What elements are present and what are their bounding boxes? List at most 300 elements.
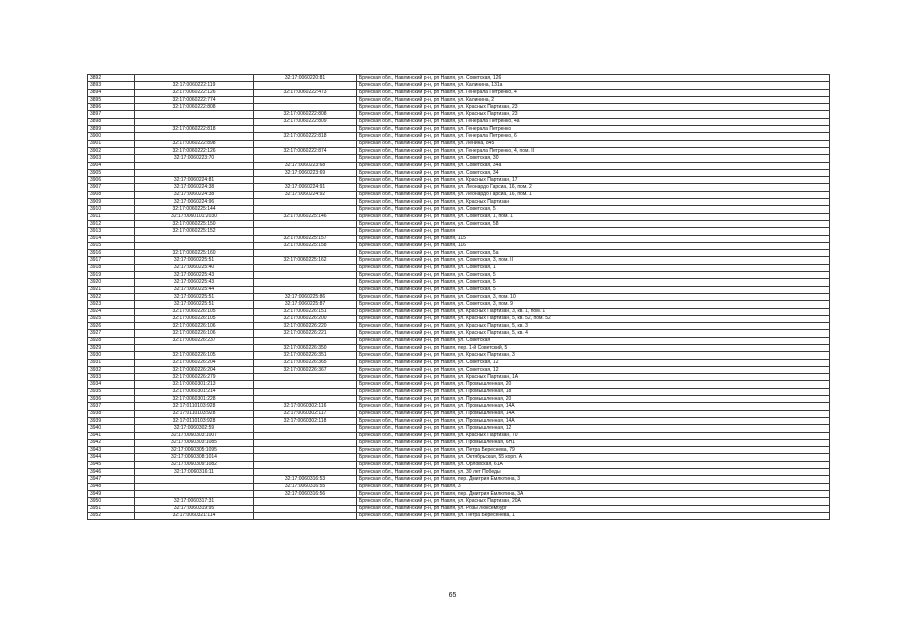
cadastral-number-cell: 32:17:0060222:808 [254,111,357,118]
table-row [88,75,830,82]
previous-cadastral-number-cell: 32:17:0060225:51 [135,257,254,264]
address-cell: Брянская обл., Навлинский р-н, рп Навля, ул. Советская, 5 [357,286,830,293]
address-cell: Брянская обл., Навлинский р-н, рп Навля, ул. Петра Береснева, 79 [357,447,830,454]
row-number-cell: 3951 [88,505,135,512]
previous-cadastral-number-cell: 32:17:0060319:95 [135,505,254,512]
previous-cadastral-number-cell: 32:17:0060225:51 [135,301,254,308]
address-cell: Брянская обл., Навлинский р-н, рп Навля, ул. Промышленная, 14А [357,403,830,410]
row-number-cell: 3902 [88,147,135,154]
cadastral-number-cell: 32:17:0060224:92 [254,191,357,198]
row-number-cell: 3942 [88,439,135,446]
cadastral-number-cell: 32:17:0060226:365 [254,359,357,366]
previous-cadastral-number-cell: 32:17:0060303:1085 [135,439,254,446]
cadastral-number-cell: 32:17:0060226:151 [254,308,357,315]
address-cell: Брянская обл., Навлинский р-н, рп Навля, ул. Советская, 12 [357,366,830,373]
address-cell: Брянская обл., Навлинский р-н, рп Навля, ул. Советская, 12 [357,359,830,366]
table-row [88,184,830,191]
cadastral-number-cell [254,374,357,381]
address-cell: Брянская обл., Навлинский р-н, рп Навля, ул. Красных Партизан, 3, кв. 1, пом. 1 [357,308,830,315]
cadastral-number-cell [254,447,357,454]
table-row [88,417,830,424]
table-row [88,308,830,315]
table-row [88,82,830,89]
row-number-cell: 3911 [88,213,135,220]
address-cell: Брянская обл., Навлинский р-н, рп Навля, ул. Красных Партизан, 3 [357,352,830,359]
table-row [88,396,830,403]
cadastral-number-cell: 32:17:0060302:118 [254,417,357,424]
row-number-cell: 3922 [88,293,135,300]
previous-cadastral-number-cell: 32:17:0060226:237 [135,337,254,344]
row-number-cell: 3900 [88,133,135,140]
address-cell: Брянская обл., Навлинский р-н, рп Навля, ул. Промышленная, 14А [357,417,830,424]
address-cell: Брянская обл., Навлинский р-н, рп Навля, ул. Красных Партизан, 17 [357,177,830,184]
cadastral-number-cell: 32:17:0060226:350 [254,344,357,351]
cadastral-number-cell [254,104,357,111]
previous-cadastral-number-cell: 32:17:0060316:11 [135,469,254,476]
cadastral-number-cell: 32:17:0060223:69 [254,169,357,176]
table-row [88,469,830,476]
row-number-cell: 3910 [88,206,135,213]
previous-cadastral-number-cell: 32:17:0060317:31 [135,498,254,505]
row-number-cell: 3921 [88,286,135,293]
table-row [88,410,830,417]
row-number-cell: 3924 [88,308,135,315]
row-number-cell: 3948 [88,483,135,490]
previous-cadastral-number-cell: 32:17:0060226:204 [135,359,254,366]
cadastral-number-cell [254,250,357,257]
address-cell: Брянская обл., Навлинский р-н, рп Навля, ул. Промышленная, 6Н1 [357,439,830,446]
previous-cadastral-number-cell: 32:17:0060222:818 [135,126,254,133]
row-number-cell: 3945 [88,461,135,468]
previous-cadastral-number-cell: 32:17:0060225:40 [135,264,254,271]
table-row [88,104,830,111]
row-number-cell: 3939 [88,417,135,424]
address-cell: Брянская обл., Навлинский р-н, рп Навля, пер. Дмитрия Емлютина, 3А [357,490,830,497]
previous-cadastral-number-cell: 32:17:0060225:144 [135,206,254,213]
table-row [88,133,830,140]
row-number-cell: 3950 [88,498,135,505]
cadastral-number-cell [254,286,357,293]
address-cell: Брянская обл., Навлинский р-н, рп Навля, ул. Красных Партизан, 1А [357,374,830,381]
address-cell: Брянская обл., Навлинский р-н, рп Навля, пер. Дмитрия Емлютина, 3 [357,476,830,483]
previous-cadastral-number-cell: 32:17:0060308:1014 [135,454,254,461]
cadastral-number-cell [254,220,357,227]
previous-cadastral-number-cell: 32:17:0060226:106 [135,323,254,330]
cadastral-number-cell: 32:17:0060316:53 [254,476,357,483]
table-row [88,264,830,271]
table-row [88,454,830,461]
address-cell: Брянская обл., Навлинский р-н, рп Навля, ул. Розы Люксембург [357,505,830,512]
address-cell: Брянская обл., Навлинский р-н, рп Навля, ул. Генерала Петренко, 4 [357,89,830,96]
row-number-cell: 3925 [88,315,135,322]
table-row [88,228,830,235]
row-number-cell: 3894 [88,89,135,96]
previous-cadastral-number-cell: 32:17:0060226:105 [135,352,254,359]
row-number-cell: 3934 [88,381,135,388]
address-cell: Брянская обл., Навлинский р-н, рп Навля, ул. Красных Партизан, 20А [357,498,830,505]
previous-cadastral-number-cell [135,133,254,140]
table-row [88,155,830,162]
cadastral-number-cell [254,432,357,439]
previous-cadastral-number-cell: 32:17:0060225:43 [135,279,254,286]
address-cell: Брянская обл., Навлинский р-н, рп Навля, ул. Промышленная, 18 [357,388,830,395]
table-row [88,352,830,359]
cadastral-number-cell [254,461,357,468]
row-number-cell: 3918 [88,264,135,271]
address-cell: Брянская обл., Навлинский р-н, рп Навля, ул. Советская, 34а [357,162,830,169]
address-cell: Брянская обл., Навлинский р-н, рп Навля, ул. Промышленная, 12 [357,425,830,432]
previous-cadastral-number-cell: 32:17:0060225:152 [135,228,254,235]
previous-cadastral-number-cell: 32:17:0110103:928 [135,403,254,410]
address-cell: Брянская обл., Навлинский р-н, рп Навля, 115 [357,235,830,242]
row-number-cell: 3919 [88,272,135,279]
cadastral-number-cell [254,177,357,184]
previous-cadastral-number-cell: 32:17:0060226:106 [135,330,254,337]
address-cell: Брянская обл., Навлинский р-н, рп Навля, ул. Генерала Петренко, 6 [357,133,830,140]
address-cell: Брянская обл., Навлинский р-н, рп Навля, ул. Леонардо Гарсиа, 16, пом. 1 [357,191,830,198]
address-cell: Брянская обл., Навлинский р-н, рп Навля, ул. Красных Партизан, 70 [357,432,830,439]
previous-cadastral-number-cell: 32:17:0060222:126 [135,89,254,96]
table-row [88,89,830,96]
previous-cadastral-number-cell: 32:17:0060305:1095 [135,447,254,454]
cadastral-number-cell [254,272,357,279]
table-row [88,206,830,213]
cadastral-number-cell: 32:17:0060225:157 [254,235,357,242]
previous-cadastral-number-cell [135,75,254,82]
table-row [88,177,830,184]
cadastral-number-cell: 32:17:0060316:55 [254,483,357,490]
table-row [88,330,830,337]
row-number-cell: 3941 [88,432,135,439]
address-cell: Брянская обл., Навлинский р-н, рп Навля [357,228,830,235]
cadastral-number-cell: 32:17:0060225:87 [254,301,357,308]
cadastral-number-cell [254,264,357,271]
page-number: 65 [448,592,457,599]
row-number-cell: 3931 [88,359,135,366]
table-row [88,461,830,468]
address-cell: Брянская обл., Навлинский р-н, рп Навля, ул. Промышленная, 20 [357,381,830,388]
address-cell: Брянская обл., Навлинский р-н, рп Навля, ул. Советская, 1, пом. 1 [357,213,830,220]
table-row [88,111,830,118]
table-row [88,505,830,512]
cadastral-number-cell: 32:17:0060226:200 [254,315,357,322]
previous-cadastral-number-cell [135,235,254,242]
address-cell: Брянская обл., Навлинский р-н, рп Навля, ул. Орловская, 61А [357,461,830,468]
table-row [88,272,830,279]
table-row [88,359,830,366]
row-number-cell: 3936 [88,396,135,403]
previous-cadastral-number-cell: 32:17:0060226:105 [135,315,254,322]
previous-cadastral-number-cell: 32:17:0060224:38 [135,184,254,191]
previous-cadastral-number-cell: 32:17:0060225:150 [135,220,254,227]
cadastral-number-cell: 32:17:0060226:351 [254,352,357,359]
previous-cadastral-number-cell: 32:17:0060224:81 [135,177,254,184]
cadastral-number-cell: 32:17:0060226:367 [254,366,357,373]
table-row [88,366,830,373]
table-row [88,476,830,483]
cadastral-number-cell: 32:17:0060226:220 [254,323,357,330]
previous-cadastral-number-cell: 32:17:0060302:59 [135,425,254,432]
cadastral-number-cell: 32:17:0060226:221 [254,330,357,337]
previous-cadastral-number-cell [135,111,254,118]
previous-cadastral-number-cell: 32:17:0060225:160 [135,250,254,257]
previous-cadastral-number-cell: 32:17:0060303:1007 [135,432,254,439]
row-number-cell: 3947 [88,476,135,483]
table-row [88,96,830,103]
cadastral-number-cell [254,155,357,162]
row-number-cell: 3949 [88,490,135,497]
row-number-cell: 3899 [88,126,135,133]
previous-cadastral-number-cell: 32:17:0060226:105 [135,308,254,315]
previous-cadastral-number-cell: 32:17:0060222:898 [135,140,254,147]
cadastral-table [87,74,830,520]
table-row [88,213,830,220]
table-row [88,388,830,395]
cadastral-number-cell [254,206,357,213]
row-number-cell: 3928 [88,337,135,344]
table-row [88,432,830,439]
table-row [88,162,830,169]
row-number-cell: 3912 [88,220,135,227]
previous-cadastral-number-cell: 32:17:0060226:204 [135,366,254,373]
address-cell: Брянская обл., Навлинский р-н, рп Навля, ул. Красных Партизан, 5, кв. 3 [357,323,830,330]
address-cell: Брянская обл., Навлинский р-н, рп Навля, 3 [357,483,830,490]
previous-cadastral-number-cell: 32:17:0060222:774 [135,96,254,103]
table-row [88,344,830,351]
address-cell: Брянская обл., Навлинский р-н, рп Навля, ул. Леонардо Гарсиа, 16, пом. 2 [357,184,830,191]
row-number-cell: 3895 [88,96,135,103]
row-number-cell: 3915 [88,242,135,249]
address-cell: Брянская обл., Навлинский р-н, рп Навля, 116 [357,242,830,249]
address-cell: Брянская обл., Навлинский р-н, рп Навля, ул. Советская, 5 [357,279,830,286]
cadastral-number-cell: 32:17:0060223:68 [254,162,357,169]
row-number-cell: 3913 [88,228,135,235]
table-row [88,191,830,198]
previous-cadastral-number-cell: 32:17:0060301:214 [135,388,254,395]
row-number-cell: 3914 [88,235,135,242]
table-row [88,337,830,344]
previous-cadastral-number-cell [135,162,254,169]
table-row [88,169,830,176]
table-row [88,447,830,454]
address-cell: Брянская обл., Навлинский р-н, рп Навля, ул. Генерала Петренко, 4а [357,118,830,125]
table-row [88,403,830,410]
row-number-cell: 3916 [88,250,135,257]
cadastral-number-cell [254,439,357,446]
address-cell: Брянская обл., Навлинский р-н, рп Навля, ул. Красных Партизан, 23 [357,111,830,118]
row-number-cell: 3907 [88,184,135,191]
cadastral-number-cell [254,337,357,344]
cadastral-number-cell [254,279,357,286]
cadastral-number-cell: 32:17:0060222:818 [254,133,357,140]
cadastral-number-cell: 32:17:0060222:809 [254,118,357,125]
previous-cadastral-number-cell: 32:17:0060226:279 [135,374,254,381]
previous-cadastral-number-cell [135,476,254,483]
previous-cadastral-number-cell: 32:17:0060321:114 [135,512,254,519]
cadastral-number-cell: 32:17:0060224:91 [254,184,357,191]
table-row [88,279,830,286]
previous-cadastral-number-cell: 32:17:0060101:2030 [135,213,254,220]
row-number-cell: 3935 [88,388,135,395]
previous-cadastral-number-cell: 32:17:0060309:1082 [135,461,254,468]
table-row [88,126,830,133]
table-row [88,483,830,490]
previous-cadastral-number-cell: 32:17:0060225:44 [135,286,254,293]
address-cell: Брянская обл., Навлинский р-н, рп Навля, ул. Советская, 58 [357,220,830,227]
address-cell: Брянская обл., Навлинский р-н, рп Навля, ул. Калинина, 131а [357,82,830,89]
previous-cadastral-number-cell: 32:17:0060224:38 [135,191,254,198]
address-cell: Брянская обл., Навлинский р-н, рп Навля, ул. Генерала Петренко [357,126,830,133]
previous-cadastral-number-cell: 32:17:0060222:119 [135,82,254,89]
table-row [88,381,830,388]
table-row [88,439,830,446]
previous-cadastral-number-cell: 32:17:0060301:228 [135,396,254,403]
row-number-cell: 3927 [88,330,135,337]
table-row [88,490,830,497]
address-cell: Брянская обл., Навлинский р-н, рп Навля, ул. Советская, 3, пом. II [357,257,830,264]
row-number-cell: 3898 [88,118,135,125]
row-number-cell: 3943 [88,447,135,454]
cadastral-number-cell [254,396,357,403]
row-number-cell: 3903 [88,155,135,162]
row-number-cell: 3906 [88,177,135,184]
cadastral-number-cell [254,82,357,89]
table-row [88,235,830,242]
row-number-cell: 3901 [88,140,135,147]
cadastral-number-cell [254,96,357,103]
address-cell: Брянская обл., Навлинский р-н, рп Навля, ул. Советская, 34 [357,169,830,176]
row-number-cell: 3920 [88,279,135,286]
row-number-cell: 3952 [88,512,135,519]
previous-cadastral-number-cell: 32:17:0060224:96 [135,199,254,206]
table-row [88,301,830,308]
address-cell: Брянская обл., Навлинский р-н, рп Навля, ул. Советская, 5а [357,250,830,257]
address-cell: Брянская обл., Навлинский р-н, рп Навля, ул. Красных Партизан, 5, кв. 4 [357,330,830,337]
address-cell: Брянская обл., Навлинский р-н, рп Навля, ул. 30 лет Победы [357,469,830,476]
table-row [88,425,830,432]
table-row [88,257,830,264]
cadastral-number-cell [254,140,357,147]
cadastral-number-cell: 32:17:0060225:86 [254,293,357,300]
address-cell: Брянская обл., Навлинский р-н, рп Навля, ул. Промышленная, 20 [357,396,830,403]
cadastral-number-cell: 32:17:0060220:81 [254,75,357,82]
row-number-cell: 3892 [88,75,135,82]
address-cell: Брянская обл., Навлинский р-н, рп Навля, ул. Промышленная, 14А [357,410,830,417]
previous-cadastral-number-cell: 32:17:0110103:928 [135,410,254,417]
table-row [88,512,830,519]
row-number-cell: 3940 [88,425,135,432]
address-cell: Брянская обл., Навлинский р-н, рп Навля, ул. Советская, 5 [357,206,830,213]
table-row [88,323,830,330]
previous-cadastral-number-cell: 32:17:0060222:126 [135,147,254,154]
row-number-cell: 3917 [88,257,135,264]
previous-cadastral-number-cell: 32:17:0110103:928 [135,417,254,424]
cadastral-number-cell [254,505,357,512]
row-number-cell: 3909 [88,199,135,206]
previous-cadastral-number-cell [135,490,254,497]
table-row [88,140,830,147]
address-cell: Брянская обл., Навлинский р-н, рп Навля, ул. Советская, 30 [357,155,830,162]
address-cell: Брянская обл., Навлинский р-н, рп Навля, ул. Советская, 3, пом. 10 [357,293,830,300]
table-row [88,118,830,125]
row-number-cell: 3932 [88,366,135,373]
row-number-cell: 3905 [88,169,135,176]
cadastral-number-cell: 32:17:0060225:146 [254,213,357,220]
previous-cadastral-number-cell: 32:17:0060225:51 [135,293,254,300]
table-row [88,315,830,322]
address-cell: Брянская обл., Навлинский р-н, рп Навля, ул. Красных Партизан, 23 [357,104,830,111]
table-body [88,75,830,520]
address-cell: Брянская обл., Навлинский р-н, рп Навля, ул. Советская, 3, пом. 9 [357,301,830,308]
table-row [88,220,830,227]
row-number-cell: 3923 [88,301,135,308]
previous-cadastral-number-cell [135,242,254,249]
address-cell: Брянская обл., Навлинский р-н, рп Навля, ул. Советская, 5 [357,272,830,279]
cadastral-number-cell: 32:17:0060302:117 [254,410,357,417]
row-number-cell: 3937 [88,403,135,410]
cadastral-number-cell: 32:17:0060316:56 [254,490,357,497]
row-number-cell: 3946 [88,469,135,476]
row-number-cell: 3896 [88,104,135,111]
cadastral-number-cell [254,512,357,519]
cadastral-number-cell [254,126,357,133]
address-cell: Брянская обл., Навлинский р-н, рп Навля, ул. Советская, 1 [357,264,830,271]
address-cell: Брянская обл., Навлинский р-н, рп Навля, пер. 1-й Советский, 5 [357,344,830,351]
table-row [88,498,830,505]
cadastral-number-cell [254,454,357,461]
table-row [88,374,830,381]
row-number-cell: 3944 [88,454,135,461]
address-cell: Брянская обл., Навлинский р-н, рп Навля, ул. Петра Бересенева, 1 [357,512,830,519]
previous-cadastral-number-cell: 32:17:0060301:213 [135,381,254,388]
address-cell: Брянская обл., Навлинский р-н, рп Навля, ул. Генерала Петренко, 4, пом. II [357,147,830,154]
table-row [88,286,830,293]
previous-cadastral-number-cell: 32:17:0060225:43 [135,272,254,279]
cadastral-number-cell: 32:17:0060222:473 [254,89,357,96]
cadastral-number-cell [254,228,357,235]
table-row [88,147,830,154]
row-number-cell: 3933 [88,374,135,381]
address-cell: Брянская обл., Навлинский р-н, рп Навля, ул. Красных Партизан [357,199,830,206]
row-number-cell: 3938 [88,410,135,417]
cadastral-number-cell [254,498,357,505]
previous-cadastral-number-cell: 32:17:0060223:70 [135,155,254,162]
previous-cadastral-number-cell [135,118,254,125]
address-cell: Брянская обл., Навлинский р-н, рп Навля, ул. Советская [357,337,830,344]
cadastral-number-cell: 32:17:0060302:116 [254,403,357,410]
cadastral-number-cell [254,388,357,395]
address-cell: Брянская обл., Навлинский р-н, рп Навля, ул. Ленина, 845 [357,140,830,147]
row-number-cell: 3929 [88,344,135,351]
cadastral-number-cell [254,469,357,476]
previous-cadastral-number-cell [135,344,254,351]
cadastral-number-cell [254,425,357,432]
cadastral-number-cell [254,199,357,206]
row-number-cell: 3930 [88,352,135,359]
address-cell: Брянская обл., Навлинский р-н, рп Навля, ул. Калинина, 2 [357,96,830,103]
row-number-cell: 3908 [88,191,135,198]
address-cell: Брянская обл., Навлинский р-н, рп Навля, ул. Советская, 126 [357,75,830,82]
row-number-cell: 3926 [88,323,135,330]
table-row [88,293,830,300]
cadastral-number-cell [254,381,357,388]
cadastral-number-cell: 32:17:0060222:874 [254,147,357,154]
cadastral-number-cell: 32:17:0060225:162 [254,257,357,264]
previous-cadastral-number-cell: 32:17:0060222:808 [135,104,254,111]
row-number-cell: 3897 [88,111,135,118]
table-row [88,250,830,257]
table-row [88,199,830,206]
